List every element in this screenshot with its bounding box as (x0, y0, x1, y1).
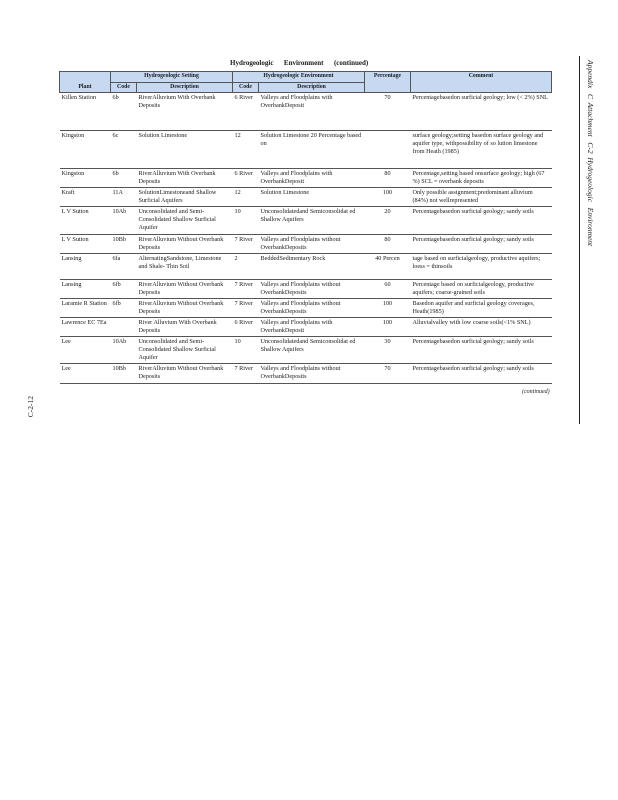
comment-cell: Basedon aquifer and surficial geology coverages, Heath(1985) (411, 298, 552, 317)
setting-description-cell: SolutionLimestoneand Shallow Surficial Aquifers (137, 188, 233, 207)
setting-code-cell: 10Ab (111, 337, 137, 364)
table-row (60, 337, 552, 364)
plant-cell: Lansing (60, 279, 111, 298)
environment-code-cell: 10 (233, 337, 259, 364)
plant-cell: Lee (60, 337, 111, 364)
header-environment-group: Hydrogeologic Environment (233, 72, 365, 83)
percentage-cell: 20 (365, 207, 411, 234)
table-row (60, 188, 552, 207)
percentage-cell: 100 (365, 298, 411, 317)
setting-code-cell: 6fa (111, 253, 137, 279)
comment-cell: Percentagebasedon surficial geology; low (< 2%) SNL (411, 93, 552, 131)
setting-description-cell: AlternatingSandstone, Limestone and Shale- Thin Soil (137, 253, 233, 279)
header-percentage: Percentage (365, 72, 411, 93)
environment-description-cell: Valleys and Floodplains without OverbankDeposits (259, 364, 365, 384)
plant-cell: Lansing (60, 253, 111, 279)
percentage-cell: 70 (365, 364, 411, 384)
environment-code-cell: 2 (233, 253, 259, 279)
environment-description-cell: Valleys and Floodplains without OverbankDeposits (259, 298, 365, 317)
setting-description-cell: RiverAlluvium Without Overbank Deposits (137, 364, 233, 384)
environment-description-cell: Valleys and Floodplains without OverbankDeposits (259, 279, 365, 298)
table-row (60, 253, 552, 279)
plant-cell: Kingston (60, 131, 111, 169)
table-row (60, 93, 552, 131)
header-setting-code: Code (111, 82, 137, 93)
header-environment-description: Description (259, 82, 365, 93)
percentage-cell: 30 (365, 337, 411, 364)
table-row (60, 169, 552, 188)
header-setting-description: Description (137, 82, 233, 93)
table-row (60, 317, 552, 336)
comment-cell: Percentagebasedon surficial geology; sandy soils (411, 234, 552, 253)
percentage-cell: 100 (365, 188, 411, 207)
plant-cell: L V Sutton (60, 207, 111, 234)
page-title: Hydrogeologic Environment (continued) (230, 59, 369, 67)
table-row (60, 364, 552, 384)
percentage-cell: 80 (365, 234, 411, 253)
environment-code-cell: 6 River (233, 169, 259, 188)
header-setting-group: Hydrogeologic Setting (111, 72, 233, 83)
comment-cell: surface geology;setting basedon surface geology and aquifer type, withpossibility of so lution limestone from Heath (1985) (411, 131, 552, 169)
plant-cell: Laramie R Station (60, 298, 111, 317)
percentage-cell: 80 (365, 169, 411, 188)
setting-description-cell: RiverAlluvium Without Overbank Deposits (137, 279, 233, 298)
setting-description-cell: RiverAlluvium Without Overbank Deposits (137, 234, 233, 253)
setting-code-cell: 10Ab (111, 207, 137, 234)
environment-code-cell: 12 (233, 131, 259, 169)
setting-code-cell (111, 317, 137, 336)
setting-code-cell: 10Bb (111, 234, 137, 253)
header-environment-code: Code (233, 82, 259, 93)
plant-cell: Lawrence EC 7Ea (60, 317, 111, 336)
setting-code-cell: 10Bb (111, 364, 137, 384)
environment-code-cell: 12 (233, 188, 259, 207)
table-row (60, 298, 552, 317)
environment-description-cell: Valleys and Floodplains without OverbankDeposits (259, 234, 365, 253)
environment-code-cell: 10 (233, 207, 259, 234)
plant-cell: Killen Station (60, 93, 111, 131)
plant-cell: L V Sutton (60, 234, 111, 253)
plant-cell: Kraft (60, 188, 111, 207)
header-comment: Comment (411, 72, 552, 93)
environment-description-cell: Unconsolidatedand Semiconsolidat ed Shallow Aquifers (259, 207, 365, 234)
side-rule (579, 56, 580, 424)
setting-description-cell: Unconsolidated and Semi-Consolidated Shallow Surficial Aquifer (137, 207, 233, 234)
percentage-cell: 60 (365, 279, 411, 298)
environment-code-cell: 7 River (233, 364, 259, 384)
table-row (60, 279, 552, 298)
setting-code-cell: 6fb (111, 279, 137, 298)
percentage-cell: 70 (365, 93, 411, 131)
table-row (60, 207, 552, 234)
comment-cell: Percentage,setting based onsurface geology; high (67 %) SCL = overbank deposits (411, 169, 552, 188)
environment-code-cell: 6 River (233, 93, 259, 131)
comment-cell: Percentagebasedon surficial geology; sandy soils (411, 364, 552, 384)
setting-description-cell: RiverAlluvium With Overbank Deposits (137, 93, 233, 131)
table-row (60, 131, 552, 169)
environment-description-cell: Solution Limestone 20 Percentage based on (259, 131, 365, 169)
setting-description-cell: RiverAlluvium With Overbank Deposits (137, 169, 233, 188)
comment-cell: Percentagebasedon surficial geology; sandy soils (411, 337, 552, 364)
environment-code-cell: 7 River (233, 279, 259, 298)
environment-description-cell: Unconsolidatedand Semiconsolidat ed Shallow Aquifers (259, 337, 365, 364)
comment-cell: Alluvialvalley with low coarse soils(<1% SNL) (411, 317, 552, 336)
plant-cell: Lee (60, 364, 111, 384)
comment-cell: Percentagebasedon surficial geology; sandy soils (411, 207, 552, 234)
comment-cell: Percentage based on surficialgeology, productive aquifers; coarse-grained soils (411, 279, 552, 298)
environment-description-cell: Valleys and Floodplains with OverbankDeposit (259, 317, 365, 336)
percentage-cell: 100 (365, 317, 411, 336)
comment-cell: tage based on surficialgeology, productive aquifers; loess = thinsoils (411, 253, 552, 279)
percentage-cell (365, 131, 411, 169)
environment-description-cell: BeddedSedimentary Rock (259, 253, 365, 279)
percentage-cell: 40 Percen (365, 253, 411, 279)
continued-label: (continued) (522, 389, 550, 395)
plant-cell: Kingston (60, 169, 111, 188)
environment-code-cell: 7 River (233, 234, 259, 253)
side-header: Appendix C Attachment C-2 Hydrogeologic Environment (586, 60, 595, 247)
setting-code-cell: 6fb (111, 298, 137, 317)
setting-description-cell: RiverAlluvium Without Overbank Deposits (137, 298, 233, 317)
comment-cell: Only possible assignment;predominant alluvium (84%) not wellrepresented (411, 188, 552, 207)
environment-code-cell: 7 River (233, 298, 259, 317)
setting-code-cell: 11A (111, 188, 137, 207)
page-number: C-2-12 (26, 396, 35, 418)
table-row (60, 234, 552, 253)
environment-description-cell: Valleys and Floodplains with OverbankDeposit (259, 93, 365, 131)
environment-code-cell: 6 River (233, 317, 259, 336)
environment-description-cell: Valleys and Floodplains with OverbankDeposit (259, 169, 365, 188)
environment-description-cell: Solution Limestone (259, 188, 365, 207)
setting-code-cell: 6b (111, 93, 137, 131)
setting-description-cell: Unconsolidated and Semi-Consolidated Shallow Surficial Aquifer (137, 337, 233, 364)
setting-description-cell: River Alluvium With Overbank Deposits (137, 317, 233, 336)
header-plant: Plant (60, 72, 111, 93)
setting-description-cell: Solution Limestone (137, 131, 233, 169)
setting-code-cell: 6b (111, 169, 137, 188)
hydrogeologic-table (59, 71, 552, 384)
setting-code-cell: 6c (111, 131, 137, 169)
